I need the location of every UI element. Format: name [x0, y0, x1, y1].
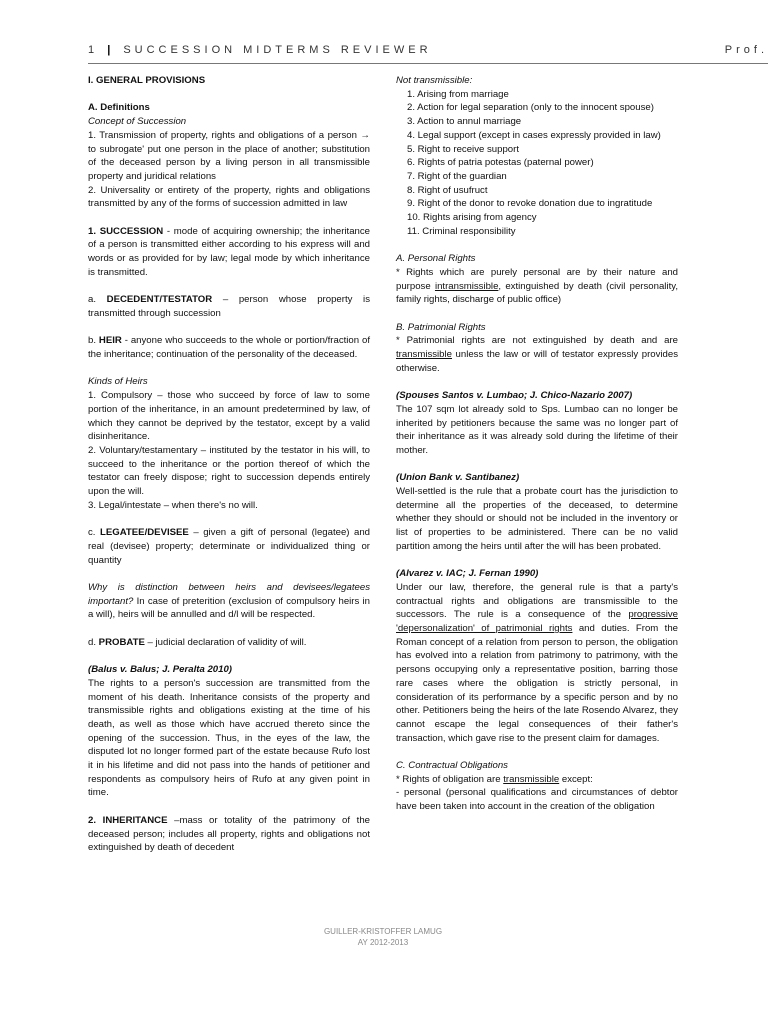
case-text-alvarez: Under our law, therefore, the general rule is that a party's contractual rights and obligations are transmissible to the successors. The rule is a consequence of the progressive 'depersonalization' of patrimonial rights and duties. From the Roman concept of a relation from person to person, the obligation has evolved into a relation from patrimony to patrimony, with the persons occupying only a representative position, barring those rare cases where the obligation is strictly personal, in consideration of its performance by a specific person and by no other. Petitioners being the heirs of the late Rosendo Alvarez, they cannot escape the legal consequences of their father's transaction, which gave rise to the present claim for damages. — [396, 581, 679, 744]
heir-term: HEIR — [98, 335, 122, 347]
contractual-exception-item: - personal (personal qualifications and circumstances of debtor have been taken into account in the creation of the obligation — [396, 787, 678, 813]
case-text-union-bank: Well-settled is the rule that a probate court has the jurisdiction to determine all the properties of the deceased, to determine whether they should or should not be included in the inventory or list of properties to be administered. There can be no valid partition among the heirs until after the will has been probated. — [396, 486, 678, 552]
succession-term: 1. SUCCESSION — [88, 225, 164, 237]
right-column — [396, 74, 678, 814]
case-text-santos: The 107 sqm lot already sold to Sps. Lumbao can no longer be inherited by petitioners because the same was no longer part of their inheritance as it was already sold during the lifetime of their mother. — [396, 403, 678, 456]
contractual-obligations-text: * Rights of obligation are transmissible except: — [396, 773, 593, 785]
heir-definition: b. HEIR - anyone who succeeds to the whole or portion/fraction of the inheritance; continuation of the personality of the deceased. — [88, 335, 370, 360]
contractual-obligations-title: C. Contractual Obligations — [396, 760, 508, 772]
case-citation-alvarez: (Alvarez v. IAC; J. Fernan 1990) — [396, 568, 539, 580]
left-column — [88, 74, 370, 855]
probate-definition: d. PROBATE – judicial declaration of validity of will. — [88, 636, 307, 648]
probate-term: PROBATE — [98, 636, 145, 648]
section-heading: I. GENERAL PROVISIONS — [88, 75, 206, 86]
list-item: 3. Action to annul marriage — [407, 116, 522, 128]
kinds-item-1: 1. Compulsory – those who succeed by force of law to some portion of the inheritance, in an amount predetermined by law, of which they cannot be deprived by the testator, except by a valid disinheritance. — [88, 390, 370, 443]
concept-item-1: 1. Transmission of property, rights and obligations of a person → to subrogate' put one person in the place of another; substitution of the deceased person by a living person in all transmissible property and juridical relations — [88, 129, 370, 182]
list-item: 5. Right to receive support — [407, 143, 519, 155]
inheritance-definition: 2. INHERITANCE –mass or totality of the patrimony of the deceased person; includes all property, rights and obligations not extinguished by death of decedent — [88, 814, 370, 854]
page-footer — [88, 926, 678, 948]
list-item: 8. Right of usufruct — [407, 184, 488, 196]
legatee-term: LEGATEE/DEVISEE — [99, 527, 189, 539]
definitions-heading: A. Definitions — [88, 102, 150, 114]
case-citation-balus: (Balus v. Balus; J. Peralta 2010) — [88, 664, 232, 676]
kinds-title: Kinds of Heirs — [88, 376, 148, 388]
concept-item-2: 2. Universality or entirety of the property, rights and obligations transmitted by any of the forms of succession admitted in law — [88, 184, 370, 210]
document-title: SUCCESSION MIDTERMS REVIEWER — [123, 44, 432, 56]
concept-title: Concept of Succession — [88, 116, 187, 128]
inheritance-term: 2. INHERITANCE — [88, 814, 168, 826]
list-item: 9. Right of the donor to revoke donation due to ingratitude — [407, 198, 653, 210]
list-item: 11. Criminal responsibility — [407, 225, 516, 237]
list-item: 1. Arising from marriage — [407, 88, 509, 100]
case-citation-union-bank: (Union Bank v. Santibanez) — [396, 472, 520, 484]
personal-rights-text: * Rights which are purely personal are by their nature and purpose intransmissible, extinguished by death (civil personality, family rights, discharge of public office) — [396, 266, 678, 306]
patrimonial-rights-title: B. Patrimonial Rights — [396, 321, 486, 333]
decedent-term: DECEDENT/TESTATOR — [106, 294, 213, 306]
list-item: 6. Rights of patria potestas (paternal power) — [407, 157, 594, 169]
kinds-item-2: 2. Voluntary/testamentary – instituted by the testator in his will, to succeed to the inheritance or the portion thereof of which the testator can freely dispose; right to succession depends entirely upon the will. — [88, 444, 370, 498]
distinction-question: Why is distinction between heirs and devisees/legatees important? In case of preterition (exclusion of compulsory heirs in a will), heirs will be annulled and d/l will be respected. — [88, 581, 370, 621]
succession-definition: 1. SUCCESSION - mode of acquiring ownership; the inheritance of a person is transmitted either according to his express will and words or as provided for by law; legal mode by which inheritance is transmitted. — [88, 225, 371, 278]
case-citation-santos: (Spouses Santos v. Lumbao; J. Chico-Nazario 2007) — [396, 390, 633, 402]
patrimonial-rights-text: * Patrimonial rights are not extinguished by death and are transmissible unless the law or will of testator expressly provides otherwise. — [396, 335, 678, 374]
footer-author: GUILLER-KRISTOFFER LAMUG — [323, 927, 443, 936]
list-item: 4. Legal support (except in cases expressly provided in law) — [407, 129, 661, 141]
not-transmissible-title: Not transmissible: — [396, 75, 473, 86]
footer-year: AY 2012-2013 — [357, 938, 409, 947]
case-text-balus: The rights to a person's succession are transmitted from the moment of his death. Inheritance consists of the property and transmissible rights and obligations existing at the time of his death, as well as those which have accrued thereto since the opening of the succession. Thus, in the eyes of the law, the disputed lot no longer formed part of the estate because Rufo lost it in his lifetime and did not pass into the hands of petitioner and respondents as compulsory heirs of Rufo at any given point in time. — [88, 677, 370, 799]
header-separator: | — [107, 44, 111, 56]
header-rule — [88, 63, 768, 64]
legatee-definition: c. LEGATEE/DEVISEE – given a gift of personal (legatee) and real (devisee) property; determinate or individualized thing or quantity — [88, 527, 370, 566]
not-transmissible-list — [396, 88, 678, 239]
page-header — [88, 44, 768, 64]
kinds-item-3: 3. Legal/intestate – when there's no will. — [88, 499, 258, 511]
personal-rights-title: A. Personal Rights — [396, 253, 476, 265]
page-number: 1 — [88, 44, 99, 56]
list-item: 7. Right of the guardian — [407, 170, 507, 182]
decedent-definition: a. DECEDENT/TESTATOR – person whose property is transmitted through succession — [88, 294, 370, 319]
list-item: 10. Rights arising from agency — [407, 212, 537, 224]
list-item: 2. Action for legal separation (only to the innocent spouse) — [407, 102, 654, 114]
header-prof: Prof. — [724, 44, 768, 56]
